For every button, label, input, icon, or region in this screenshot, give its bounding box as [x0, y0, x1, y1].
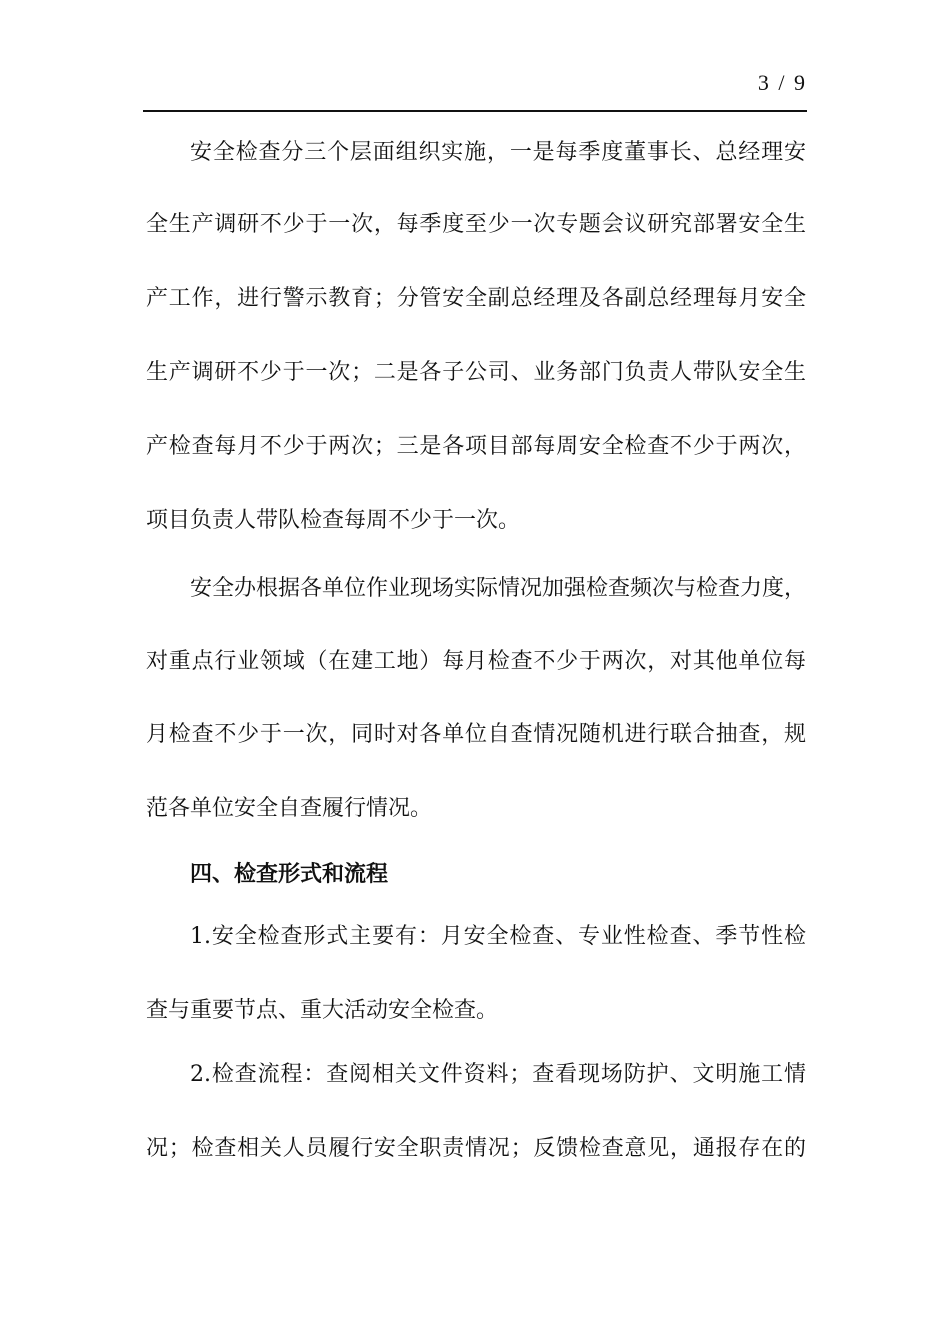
paragraph-line: 安全检查分三个层面组织实施，一是每季度董事长、总经理安	[190, 140, 806, 165]
header-rule	[143, 110, 807, 112]
paragraph-line: 生产调研不少于一次；二是各子公司、业务部门负责人带队安全生	[146, 360, 806, 385]
paragraph-line: 全生产调研不少于一次，每季度至少一次专题会议研究部署安全生	[146, 212, 806, 237]
paragraph-line: 产检查每月不少于两次；三是各项目部每周安全检查不少于两次，	[146, 434, 806, 459]
paragraph-line: 查与重要节点、重大活动安全检查。	[146, 998, 499, 1023]
paragraph-line: 2.检查流程：查阅相关文件资料；查看现场防护、文明施工情	[190, 1062, 806, 1087]
section-heading: 四、检查形式和流程	[190, 861, 389, 887]
paragraph-line: 项目负责人带队检查每周不少于一次。	[146, 508, 521, 533]
paragraph-line: 月检查不少于一次，同时对各单位自查情况随机进行联合抽查，规	[146, 722, 806, 747]
paragraph-line: 1.安全检查形式主要有：月安全检查、专业性检查、季节性检	[190, 924, 806, 949]
paragraph-line: 安全办根据各单位作业现场实际情况加强检查频次与检查力度，	[190, 576, 807, 601]
paragraph-line: 对重点行业领域（在建工地）每月检查不少于两次，对其他单位每	[146, 649, 806, 674]
paragraph-line: 范各单位安全自查履行情况。	[146, 796, 433, 821]
paragraph-line: 况；检查相关人员履行安全职责情况；反馈检查意见，通报存在的	[146, 1136, 806, 1161]
page-number: 3 / 9	[757, 70, 807, 95]
paragraph-line: 产工作，进行警示教育；分管安全副总经理及各副总经理每月安全	[146, 286, 806, 311]
